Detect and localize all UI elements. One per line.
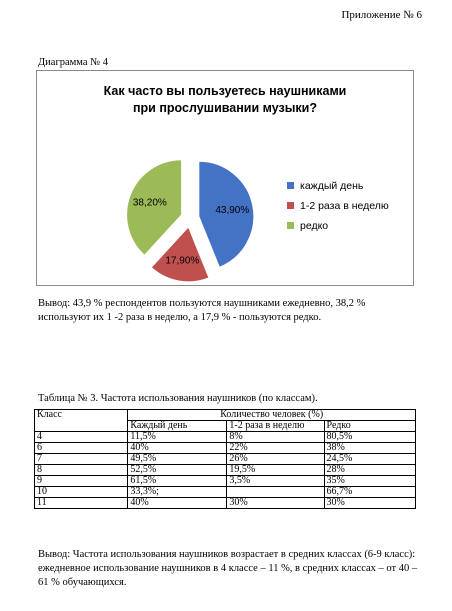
pie-svg — [37, 71, 413, 285]
table-cell: 66,7% — [324, 487, 415, 498]
table-row — [35, 487, 416, 498]
legend-swatch — [287, 182, 294, 189]
subheader-every-day: Каждый день — [128, 421, 227, 432]
table-cell: 30% — [227, 498, 324, 509]
table-cell: 61,5% — [128, 476, 227, 487]
table-row — [35, 476, 416, 487]
table-cell: 11,5% — [128, 432, 227, 443]
table-cell: 11 — [35, 498, 128, 509]
legend-label: 1-2 раза в неделю — [300, 199, 389, 212]
conclusion-table: Вывод: Частота использования наушников возрастает в средних классах (6-9 класс): ежедневное использование наушников в 4 классе – 11 %, в средних классах – от 40 – 61 % обучающихся. — [38, 549, 418, 588]
table-cell: 3,5% — [227, 476, 324, 487]
table-cell: 40% — [128, 443, 227, 454]
header-class: Класс — [35, 410, 128, 432]
table-cell — [227, 487, 324, 498]
table-cell: 22% — [227, 443, 324, 454]
table-cell: 10 — [35, 487, 128, 498]
table-cell: 19,5% — [227, 465, 324, 476]
table-cell: 24,5% — [324, 454, 415, 465]
header-group: Количество человек (%) — [128, 410, 416, 421]
table-cell: 9 — [35, 476, 128, 487]
subheader-rarely: Редко — [324, 421, 415, 432]
legend-item — [287, 179, 389, 192]
legend-label: редко — [300, 219, 329, 232]
table-cell: 52,5% — [128, 465, 227, 476]
slice-data-label: 43,90% — [215, 204, 250, 216]
appendix-label: Приложение № 6 — [341, 9, 422, 21]
table-cell: 35% — [324, 476, 415, 487]
table-row — [35, 498, 416, 509]
table-cell: 40% — [128, 498, 227, 509]
table-row — [35, 454, 416, 465]
legend-swatch — [287, 222, 294, 229]
table-row — [35, 465, 416, 476]
table-title: Таблица № 3. Частота использования наушников (по классам). — [38, 393, 318, 404]
table-cell: 6 — [35, 443, 128, 454]
table-header-row — [35, 410, 416, 421]
slice-data-label: 38,20% — [132, 197, 167, 209]
table-cell: 26% — [227, 454, 324, 465]
usage-table — [34, 409, 416, 509]
table-cell: 8 — [35, 465, 128, 476]
table-row — [35, 432, 416, 443]
table-row — [35, 443, 416, 454]
table-cell: 30% — [324, 498, 415, 509]
slice-data-label: 17,90% — [165, 255, 200, 267]
legend-label: каждый день — [300, 179, 364, 192]
table-cell: 38% — [324, 443, 415, 454]
table-cell: 80,5% — [324, 432, 415, 443]
diagram-label: Диаграмма № 4 — [38, 57, 109, 68]
pie-chart — [36, 70, 414, 286]
chart-title-line-2: при прослушивании музыки? — [133, 101, 317, 115]
legend-swatch — [287, 202, 294, 209]
table-cell: 28% — [324, 465, 415, 476]
table-cell: 33,3%; — [128, 487, 227, 498]
chart-title-line-1: Как часто вы пользуетесь наушниками — [103, 84, 347, 98]
chart-legend — [287, 179, 389, 239]
table-cell: 49,5% — [128, 454, 227, 465]
legend-item — [287, 219, 389, 232]
legend-item — [287, 199, 389, 212]
table-cell: 8% — [227, 432, 324, 443]
table-cell: 4 — [35, 432, 128, 443]
subheader-weekly: 1-2 раза в неделю — [227, 421, 324, 432]
table-cell: 7 — [35, 454, 128, 465]
conclusion-diagram: Вывод: 43,9 % респондентов пользуются наушниками ежедневно, 38,2 % используют их 1 -2 раза в неделю, а 17,9 % - пользуются редко. — [38, 298, 366, 323]
